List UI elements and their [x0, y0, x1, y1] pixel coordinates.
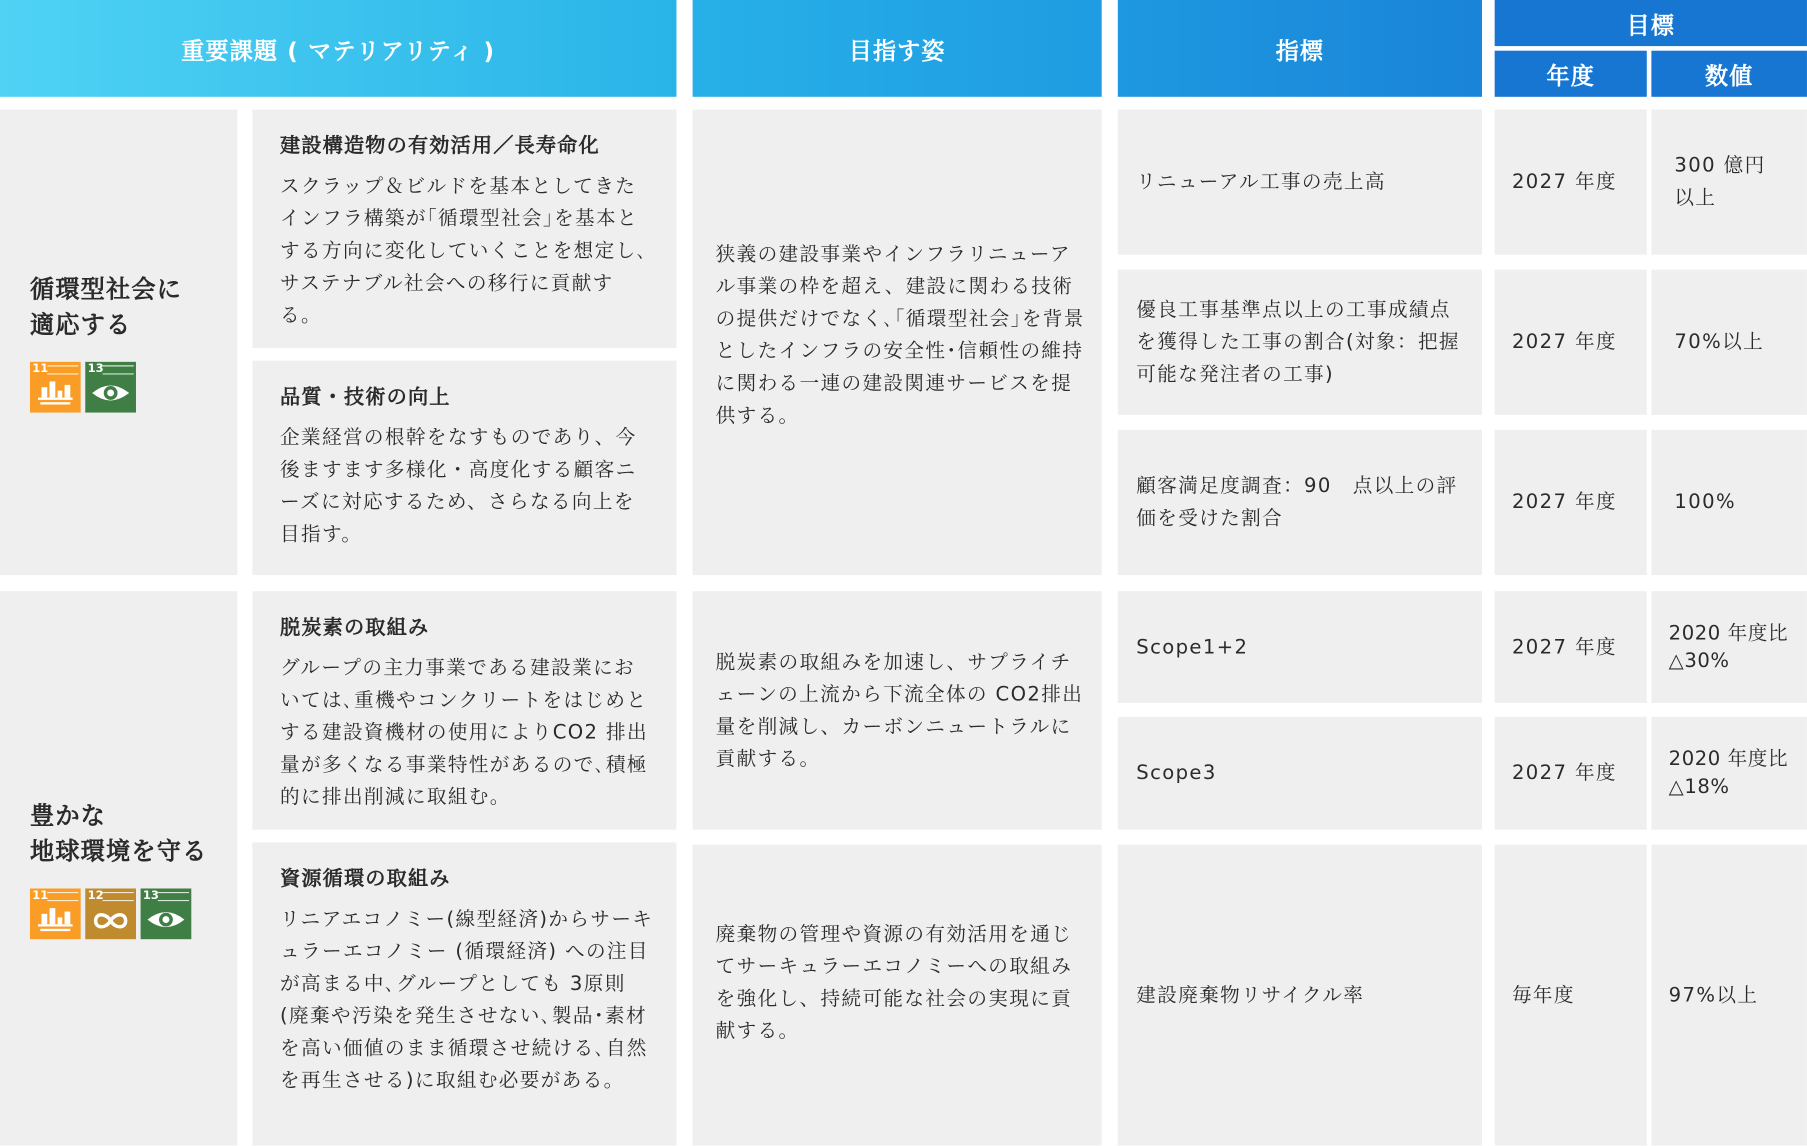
materiality-title-line: 適応する — [29, 311, 132, 339]
sdg-number: 11 — [32, 889, 49, 902]
indicator-cell — [1118, 270, 1482, 415]
sdg-number: 13 — [87, 363, 104, 376]
target-value: 70%以上 — [1674, 330, 1765, 354]
target-year-cell — [1495, 591, 1647, 703]
indicator-cell — [1118, 109, 1482, 254]
indicator-cell — [1118, 430, 1482, 575]
target-value-cell — [1651, 430, 1807, 575]
target-value: 100% — [1674, 490, 1736, 514]
issue-title: 脱炭素の取組み — [280, 616, 430, 640]
issue-title: 建設構造物の有効活用／長寿命化 — [280, 134, 600, 158]
indicator-name: Scope1+2 — [1136, 635, 1249, 659]
header-indicator — [1118, 0, 1482, 97]
issue-body: 企業経営の根幹をなすものであり、今後ますます多様化・高度化する顧客ニーズに対応するため、さらなる向上を目指す。 — [280, 426, 637, 547]
indicator-cell — [1118, 591, 1482, 703]
header-year-label: 年度 — [1546, 61, 1595, 90]
indicator-cell — [1118, 717, 1482, 830]
sdg-13-icon — [141, 888, 192, 939]
target-value: 300 億円 — [1674, 154, 1766, 178]
materiality-cell — [0, 591, 237, 1145]
indicator-name: 顧客満足度調査：90 点以上の評価を受けた割合 — [1136, 474, 1458, 531]
issue-title: 品質・技術の向上 — [280, 386, 451, 410]
header-value-label: 数値 — [1704, 61, 1754, 90]
sdg-13-icon — [85, 362, 136, 413]
indicator-cell — [1118, 845, 1482, 1146]
sdg-icons — [30, 362, 224, 413]
sdg-11-icon — [30, 362, 81, 413]
target-value-cell — [1651, 270, 1807, 415]
sdg-number: 13 — [142, 889, 159, 902]
vision-text: 脱炭素の取組みを加速し、サプライチェーンの上流から下流全体の CO2排出量を削減し、カーボンニュートラルに貢献する。 — [715, 650, 1084, 771]
indicator-name: リニューアル工事の売上高 — [1136, 170, 1386, 194]
header-materiality-label: 重要課題 ( マテリアリティ ) — [181, 36, 496, 64]
materiality-title — [30, 798, 224, 869]
materiality-title-line: 地球環境を守る — [29, 837, 208, 865]
target-value: 2020 年度比 — [1668, 621, 1789, 645]
target-value-cell — [1651, 845, 1807, 1146]
indicator-name: 優良工事基準点以上の工事成績点を獲得した工事の割合(対象：把握可能な発注者の工事) — [1136, 298, 1460, 387]
sdg-12-icon — [85, 888, 136, 939]
header-value — [1651, 51, 1807, 97]
vision-cell — [693, 845, 1102, 1146]
target-year: 2027 年度 — [1511, 761, 1617, 785]
vision-cell — [693, 109, 1102, 575]
sdg-number: 11 — [32, 363, 49, 376]
header-materiality — [0, 0, 676, 97]
target-value: 以上 — [1674, 186, 1717, 210]
sdg-11-icon — [30, 888, 81, 939]
target-value: △30% — [1668, 649, 1730, 673]
target-year: 2027 年度 — [1511, 635, 1617, 659]
target-value-cell — [1651, 591, 1807, 703]
target-value: 2020 年度比 — [1668, 747, 1789, 771]
materiality-title-line: 循環型社会に — [29, 275, 183, 304]
header-vision-label: 目指す姿 — [848, 36, 946, 64]
header-vision — [693, 0, 1102, 97]
issue-cell — [252, 361, 676, 575]
target-year: 2027 年度 — [1511, 170, 1617, 194]
issue-cell — [252, 109, 676, 348]
issue-body: リニアエコノミー(線型経済)からサーキュラーエコノミー (循環経済) への注目が高まる中､グループとしても 3原則(廃棄や汚染を発生させない､製品･素材を高い価値のまま循環させ続ける､自然を再生させる)に取組む必要がある。 — [280, 908, 654, 1093]
target-year: 2027 年度 — [1511, 330, 1617, 354]
target-year: 毎年度 — [1511, 983, 1575, 1007]
header-target-label: 目標 — [1626, 10, 1676, 39]
materiality-title — [30, 272, 224, 343]
target-value: △18% — [1668, 775, 1730, 799]
issue-body: グループの主力事業である建設業においては､重機やコンクリートをはじめとする建設資機材の使用によりCO2 排出量が多くなる事業特性があるので､積極的に排出削減に取組む｡ — [280, 656, 648, 809]
vision-text: 廃棄物の管理や資源の有効活用を通じてサーキュラーエコノミーへの取組みを強化し、持続可能な社会の実現に貢献する。 — [715, 923, 1073, 1043]
sdg-icons — [30, 888, 224, 939]
target-year-cell — [1495, 270, 1647, 415]
target-value-cell — [1651, 717, 1807, 830]
target-year-cell — [1495, 430, 1647, 575]
target-value: 97%以上 — [1668, 983, 1759, 1007]
vision-cell — [693, 591, 1102, 830]
issue-cell — [252, 591, 676, 830]
target-value-cell — [1651, 109, 1807, 254]
target-year: 2027 年度 — [1511, 490, 1617, 514]
indicator-name: 建設廃棄物リサイクル率 — [1136, 983, 1365, 1007]
materiality-cell — [0, 109, 237, 575]
target-year-cell — [1495, 109, 1647, 254]
issue-body: スクラップ＆ビルドを基本としてきたインフラ構築が｢循環型社会｣を基本とする方向に変化していくことを想定し､サステナブル社会への移行に貢献する。 — [280, 175, 648, 328]
indicator-name: Scope3 — [1136, 761, 1217, 785]
issue-title: 資源循環の取組み — [280, 867, 451, 891]
vision-text: 狭義の建設事業やインフラリニューアル事業の枠を超え、建設に関わる技術の提供だけでなく､｢循環型社会｣を背景としたインフラの安全性･信頼性の維持に関わる一連の建設関連サービスを提供する。 — [715, 243, 1085, 428]
materiality-title-line: 豊かな — [29, 801, 107, 830]
header-target — [1495, 0, 1807, 46]
target-year-cell — [1495, 717, 1647, 830]
issue-cell — [252, 842, 676, 1145]
target-year-cell — [1495, 845, 1647, 1146]
header-year — [1495, 51, 1647, 97]
header-indicator-label: 指標 — [1275, 36, 1325, 64]
sdg-number: 12 — [87, 889, 104, 902]
